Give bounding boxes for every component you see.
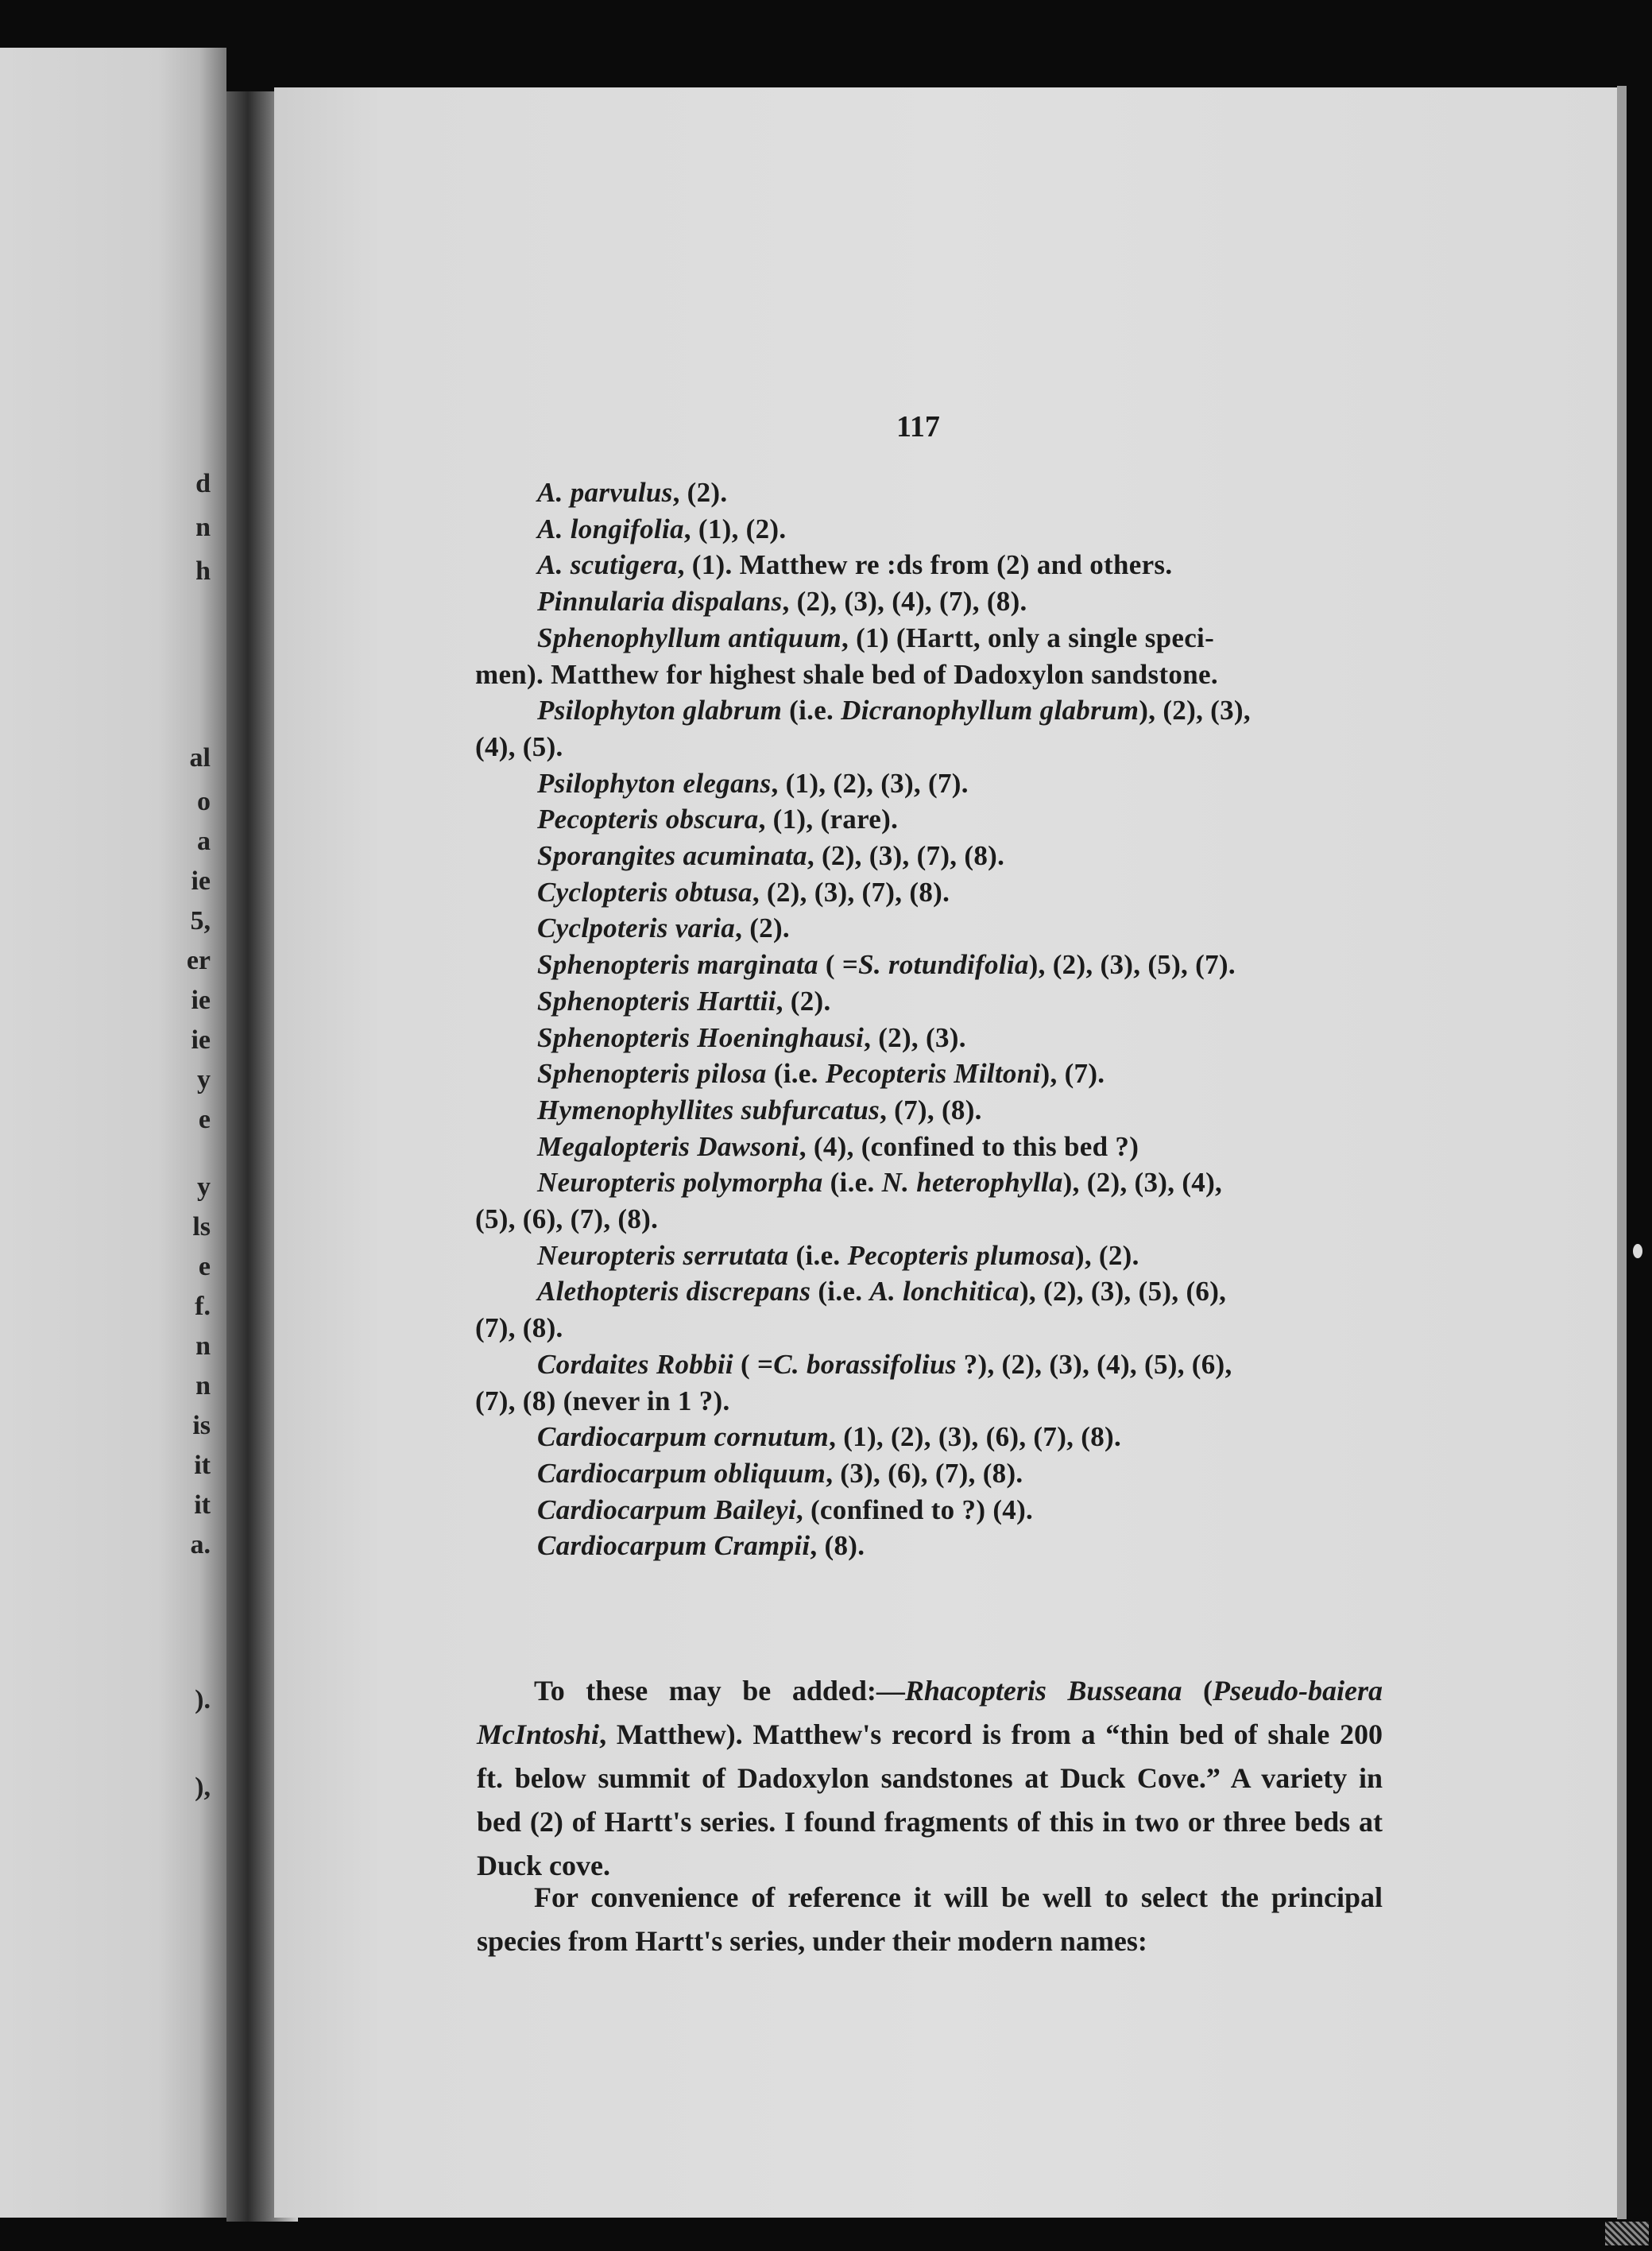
species-entry-line — [537, 622, 1214, 654]
species-synonym: N. heterophylla — [881, 1167, 1063, 1199]
left-page-fragment: e — [198, 1252, 211, 1281]
left-page-fragment: ). — [195, 1685, 211, 1714]
species-occurrence: , (confined to ?) (4). — [795, 1494, 1034, 1525]
species-occurrence: , (3), (6), (7), (8). — [826, 1457, 1023, 1489]
left-page-fragment: y — [197, 1065, 211, 1095]
species-entry-line — [537, 804, 898, 835]
species-entry-line — [537, 1022, 966, 1054]
species-entry-line — [537, 695, 1251, 726]
species-name: Sphenophyllum antiquum — [537, 622, 841, 653]
species-occurrence: (i.e. — [766, 1058, 826, 1090]
left-page-fragment: d — [195, 469, 211, 498]
para1-text-3: , Matthew). Matthew's record is from a “thin bed of shale 200 ft. below summit of Dadoxylon sandstones at Duck Cove.” A variety in bed (2) of Hartt's series. I found fragments of this in two or three beds at Duck cove. — [477, 1718, 1383, 1881]
left-facing-page — [0, 48, 226, 2218]
species-entry-line — [537, 949, 1236, 981]
species-name: Alethopteris discrepans — [537, 1276, 811, 1308]
species-occurrence: , (2), (3), (7), (8). — [807, 840, 1005, 871]
species-entry-line — [537, 986, 831, 1017]
species-name: Cardiocarpum Crampii — [537, 1530, 811, 1562]
left-page-fragment: n — [195, 1371, 211, 1401]
species-name: Neuropteris polymorpha — [537, 1167, 823, 1199]
species-name: Psilophyton glabrum — [537, 695, 783, 726]
species-entry-line — [537, 877, 950, 909]
species-synonym: Pecopteris Miltoni — [825, 1058, 1041, 1090]
left-page-fragment: it — [194, 1451, 211, 1480]
species-entry-line — [537, 1530, 865, 1562]
species-occurrence-2: ), (2), (3), — [1139, 695, 1251, 726]
species-occurrence-2: ), (2), (3), (5), (6), — [1019, 1276, 1227, 1308]
species-entry-line — [537, 1494, 1033, 1526]
entry-continuation: (7), (8). — [475, 1312, 563, 1344]
left-page-fragment: ie — [191, 1025, 211, 1055]
left-page-fragment: f. — [195, 1292, 211, 1321]
species-occurrence: (i.e. — [782, 695, 841, 726]
species-entry-line — [537, 1058, 1105, 1090]
species-occurrence-2: ?), (2), (3), (4), (5), (6), — [956, 1348, 1232, 1380]
species-occurrence: , (1). Matthew re :ds from (2) and others. — [677, 549, 1173, 581]
species-occurrence: (i.e. — [788, 1239, 848, 1271]
para1-species-1: Rhacopteris Busseana — [904, 1675, 1182, 1707]
species-entry-line — [475, 659, 1218, 691]
species-occurrence-2: ), (7). — [1040, 1058, 1105, 1090]
left-page-fragment: it — [194, 1490, 211, 1520]
left-page-fragment: ls — [192, 1212, 211, 1242]
species-name: Psilophyton elegans — [537, 767, 772, 799]
paragraph-added-species — [477, 1669, 1383, 1888]
species-name: Sphenopteris marginata — [537, 949, 818, 981]
left-page-fragment: e — [198, 1105, 211, 1134]
species-entry-line — [537, 912, 790, 944]
species-occurrence: (i.e. — [822, 1167, 882, 1199]
species-entry-line — [475, 1385, 730, 1417]
species-name: Cardiocarpum cornutum — [537, 1421, 830, 1453]
species-occurrence: , (1) (Hartt, only a single speci- — [841, 622, 1215, 653]
species-occurrence: ( = — [733, 1348, 774, 1380]
species-name: Sphenopteris pilosa — [537, 1058, 767, 1090]
left-page-fragment: y — [197, 1172, 211, 1202]
species-occurrence: ( = — [818, 949, 859, 981]
species-entry-line — [537, 1240, 1139, 1272]
left-page-fragment: a — [197, 827, 211, 856]
species-entry-line — [537, 1349, 1232, 1381]
species-name: Sphenopteris Hoeninghausi — [537, 1021, 865, 1053]
species-occurrence: , (1), (2), (3), (6), (7), (8). — [829, 1421, 1122, 1453]
species-occurrence: , (2). — [735, 912, 790, 944]
species-name: Sphenopteris Harttii — [537, 985, 776, 1017]
species-occurrence: , (7), (8). — [880, 1094, 982, 1126]
entry-continuation: men). Matthew for highest shale bed of Dadoxylon sandstone. — [475, 658, 1218, 690]
para1-species-2: Pseudo-baiera McIntoshi — [477, 1675, 1383, 1750]
species-entry-line — [475, 1312, 563, 1344]
species-name: Cyclpoteris varia — [537, 912, 736, 944]
left-page-fragment: n — [195, 513, 211, 542]
species-entry-line — [537, 1458, 1023, 1490]
entry-continuation: (5), (6), (7), (8). — [475, 1203, 659, 1234]
left-page-fragment: er — [186, 946, 211, 975]
left-page-fragment: ), — [195, 1773, 211, 1802]
species-name: Cyclopteris obtusa — [537, 876, 752, 908]
left-page-fragment: h — [195, 556, 211, 586]
species-occurrence: (i.e. — [811, 1276, 870, 1308]
species-entry-line — [475, 1203, 658, 1235]
species-name: Sporangites acuminata — [537, 840, 807, 871]
species-entry-line — [537, 1131, 1139, 1163]
species-occurrence: , (2), (3), (7), (8). — [752, 876, 950, 908]
left-page-fragment: is — [192, 1411, 211, 1440]
species-entry-line — [537, 768, 969, 800]
species-name: A. parvulus — [537, 477, 673, 508]
species-occurrence: , (2), (3), (4), (7), (8). — [782, 586, 1027, 618]
para1-text-1: To these may be added:— — [534, 1675, 905, 1707]
entry-continuation: (4), (5). — [475, 730, 563, 762]
species-name: Cardiocarpum Baileyi — [537, 1494, 796, 1525]
species-synonym: A. lonchitica — [869, 1276, 1019, 1308]
species-entry-line — [537, 1276, 1226, 1308]
species-occurrence: , (1), (2), (3), (7). — [771, 767, 969, 799]
species-name: Cardiocarpum obliquum — [537, 1457, 826, 1489]
left-page-fragment: o — [197, 787, 211, 816]
para1-text-2: ( — [1182, 1675, 1213, 1707]
left-page-fragment: ie — [191, 986, 211, 1015]
species-occurrence: , (1), (rare). — [758, 804, 899, 835]
species-occurrence: , (4), (confined to this bed ?) — [799, 1130, 1139, 1162]
species-entry-line — [537, 1167, 1222, 1199]
species-synonym: C. borassifolius — [773, 1348, 957, 1380]
left-page-fragment: al — [189, 743, 211, 773]
species-entry-line — [537, 1095, 982, 1126]
para2-text: For convenience of reference it will be well to select the principal species from Hartt's series, under their modern names: — [477, 1881, 1383, 1957]
species-occurrence: , (2). — [672, 477, 728, 508]
species-name: A. longifolia — [537, 513, 684, 544]
species-occurrence: , (8). — [810, 1530, 865, 1562]
left-page-fragment: n — [195, 1331, 211, 1361]
species-synonym: Pecopteris plumosa — [847, 1239, 1075, 1271]
species-name: Megalopteris Dawsoni — [537, 1130, 799, 1162]
species-occurrence: , (2), (3). — [864, 1021, 966, 1053]
species-entry-line — [537, 840, 1004, 872]
paragraph-convenience — [477, 1876, 1383, 1963]
left-page-fragment: 5, — [190, 906, 211, 936]
page-number: 117 — [896, 410, 940, 444]
species-entry-line — [537, 586, 1027, 618]
species-occurrence-2: ), (2), (3), (5), (7). — [1028, 949, 1236, 981]
species-occurrence-2: ), (2). — [1074, 1239, 1139, 1271]
entry-continuation: (7), (8) (never in 1 ?). — [475, 1385, 730, 1416]
species-entry-line — [537, 549, 1172, 581]
species-entry-line — [475, 731, 563, 763]
species-synonym: Dicranophyllum glabrum — [841, 695, 1139, 726]
species-name: Pinnularia dispalans — [537, 586, 783, 618]
page-edge — [1617, 86, 1627, 2219]
left-page-fragment: ie — [191, 866, 211, 896]
scan-noise — [1605, 2222, 1649, 2245]
species-occurrence: , (1), (2). — [683, 513, 787, 544]
species-entry-line — [537, 1421, 1121, 1453]
species-synonym: S. rotundifolia — [858, 949, 1029, 981]
species-name: Cordaites Robbii — [537, 1348, 733, 1380]
species-entry-line — [537, 477, 727, 509]
scan-speck — [1633, 1244, 1642, 1258]
species-occurrence-2: ), (2), (3), (4), — [1062, 1167, 1223, 1199]
species-name: Pecopteris obscura — [537, 804, 759, 835]
species-name: Neuropteris serrutata — [537, 1239, 789, 1271]
species-occurrence: , (2). — [776, 985, 831, 1017]
species-entry-line — [537, 513, 786, 545]
species-name: Hymenophyllites subfurcatus — [537, 1094, 880, 1126]
left-page-fragment: a. — [190, 1530, 211, 1559]
species-name: A. scutigera — [537, 549, 678, 581]
